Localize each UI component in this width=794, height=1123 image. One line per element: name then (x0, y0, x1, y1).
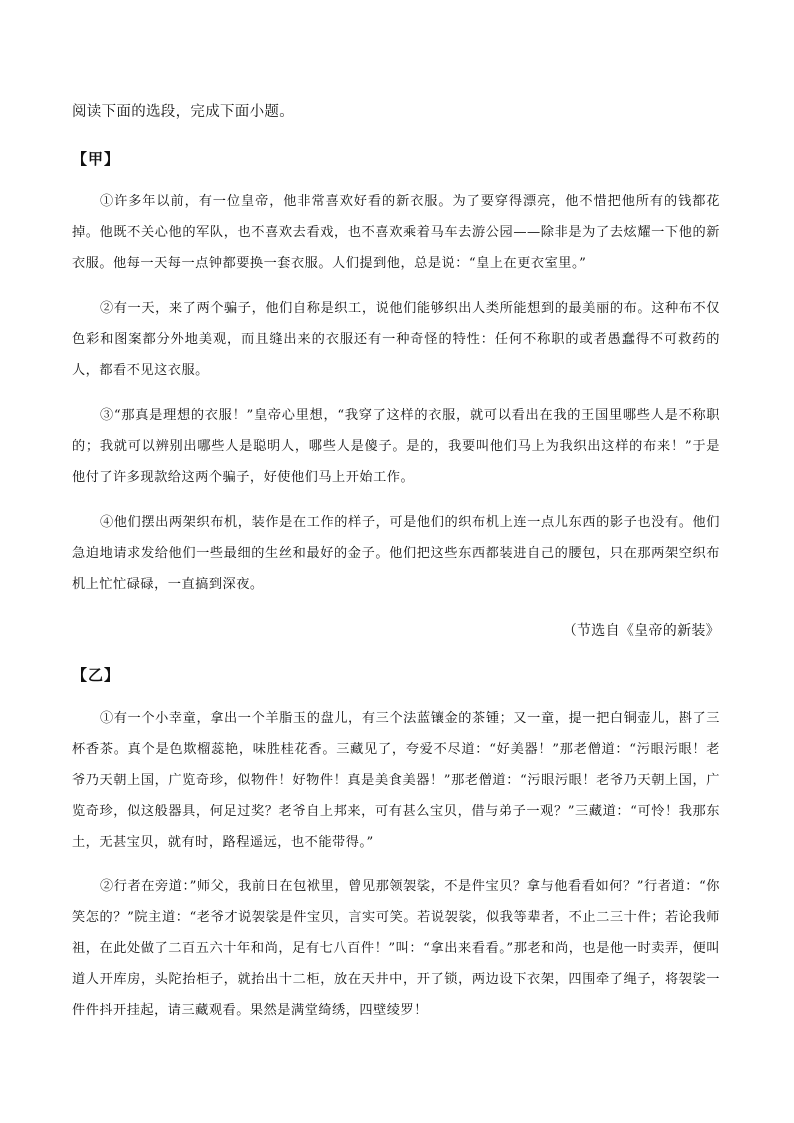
section-b-paragraph-1: ①有一个小幸童，拿出一个羊脂玉的盘儿，有三个法蓝镶金的茶锺；又一童，提一把白铜壶儿，斟了三杯香茶。真个是色欺榴蕊艳，味胜桂花香。三藏见了，夸爱不尽道：“好美器！”那老僧道：“污眼污眼！老爷乃天朝上国，广览奇珍，似物件！好物件！真是美食美器！”那老僧道：“污眼污眼！老爷乃天朝上国，广览奇珍，似这般器具，何足过奖？老爷自上邦来，可有甚么宝贝，借与弟子一观？”三藏道：“可怜！我那东土，无甚宝贝，就有时，路程遥远，也不能带得。” (72, 711, 720, 850)
source-citation: （节选自《皇帝的新装》 (562, 623, 720, 639)
section-a-paragraph-1: ①许多年以前，有一位皇帝，他非常喜欢好看的新衣服。为了要穿得漂亮，他不惜把他所有的钱都花掉。他既不关心他的军队，也不喜欢去看戏，也不喜欢乘着马车去游公园——除非是为了去炫耀一下他的新衣服。他每一天每一点钟都要换一套衣服。人们提到他，总是说：“皇上在更衣室里。” (72, 194, 720, 271)
section-b-paragraph-2: ②行者在旁道：”师父，我前日在包袱里，曾见那领袈裟，不是件宝贝？拿与他看看如何？”行者道：“你笑怎的？”院主道：“老爷才说袈裟是件宝贝，言实可笑。若说袈裟，似我等辈者，不止二三十件；若论我师祖，在此处做了二百五六十年和尚，足有七八百件！”叫：“拿出来看看。”那老和尚，也是他一时卖弄，便叫道人开库房，头陀抬柜子，就抬出十二柜，放在天井中，开了锁，两边设下衣架，四围牵了绳子，将袈裟一件件抖开挂起，请三藏观看。果然是满堂绮绣，四壁绫罗！ (72, 879, 720, 1018)
section-b-heading: 【乙】 (72, 666, 121, 684)
section-a-paragraph-4: ④他们摆出两架织布机，装作是在工作的样子，可是他们的织布机上连一点儿东西的影子也没有。他们急迫地请求发给他们一些最细的生丝和最好的金子。他们把这些东西都装进自己的腰包，只在那两架空织布机上忙忙碌碌，一直搞到深夜。 (72, 515, 720, 592)
section-a-paragraph-2: ②有一天，来了两个骗子，他们自称是织工，说他们能够织出人类所能想到的最美丽的布。这种布不仅色彩和图案都分外地美观，而且缝出来的衣服还有一种奇怪的特性：任何不称职的或者愚蠢得不可救药的人，都看不见这衣服。 (72, 301, 720, 378)
section-a-paragraph-3: ③“那真是理想的衣服！”皇帝心里想，“我穿了这样的衣服，就可以看出在我的王国里哪些人是不称职的；我就可以辨别出哪些人是聪明人，哪些人是傻子。是的，我要叫他们马上为我织出这样的布来！”于是他付了许多现款给这两个骗子，好使他们马上开始工作。 (72, 408, 720, 485)
section-a-heading: 【甲】 (72, 150, 121, 168)
instruction-text: 阅读下面的选段，完成下面小题。 (72, 104, 294, 120)
